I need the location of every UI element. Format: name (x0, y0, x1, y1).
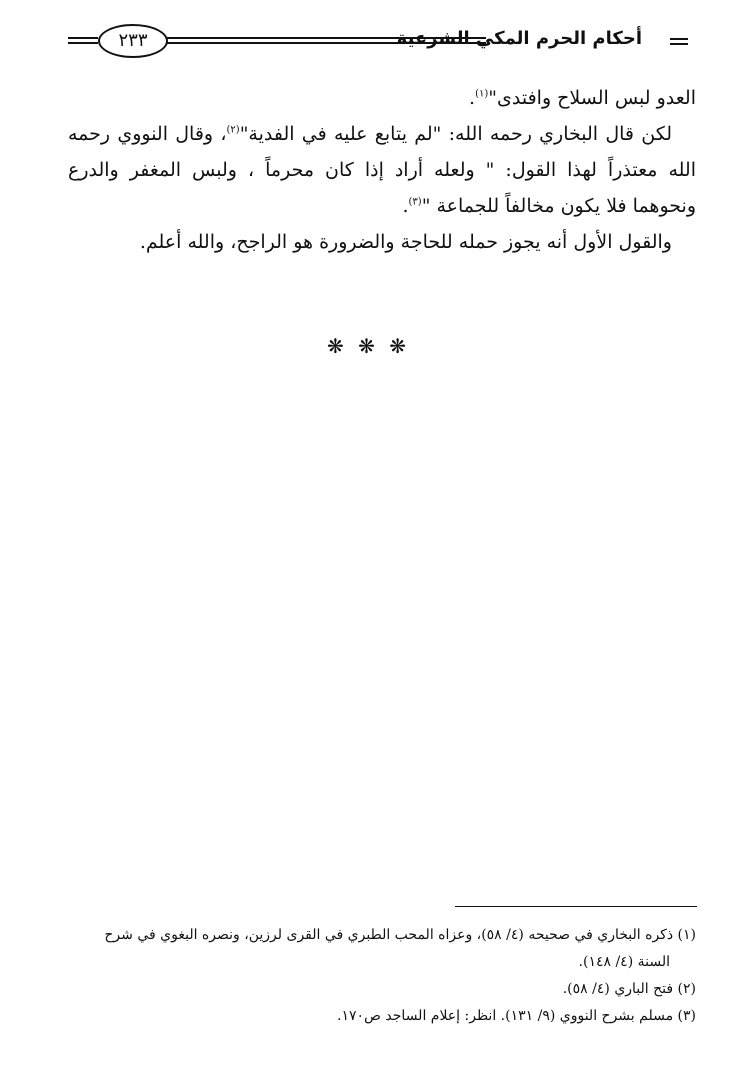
paragraph-2 (68, 116, 696, 224)
header-ornament-left (68, 37, 98, 44)
paragraph-text: العدو لبس السلاح وافتدى" (488, 87, 696, 109)
paragraph-end: . (469, 87, 476, 109)
footnote-1-continued: السنة (٤/ ١٤٨). (578, 954, 670, 970)
paragraph-3: والقول الأول أنه يجوز حمله للحاجة والضرورة هو الراجح، والله أعلم. (139, 231, 672, 253)
paragraph-1 (68, 80, 696, 116)
footnote-3: (٣) مسلم بشرح النووي (٩/ ١٣١). انظر: إعلام الساجد ص١٧٠. (337, 1008, 696, 1024)
footnote-1: (١) ذكره البخاري في صحيحه (٤/ ٥٨)، وعزاه المحب الطبري في القرى لرزين، ونصره البغوي في شرح (104, 927, 696, 943)
footnote-divider (455, 906, 697, 907)
footnotes (68, 922, 696, 1030)
paragraph-end: . (402, 195, 409, 217)
page-number: ٢٣٣ (98, 24, 168, 58)
running-header (68, 20, 688, 68)
footnote-ref-1: (١) (475, 88, 489, 100)
paragraph-text: لكن قال البخاري رحمه الله: "لم يتابع عليه في الفدية" (239, 123, 673, 145)
header-rule (166, 37, 486, 44)
footnote-ref-2: (٢) (226, 124, 240, 136)
section-separator: ❋ ❋ ❋ (327, 334, 410, 358)
footnote-ref-3: (٣) (408, 196, 422, 208)
footnote-2: (٢) فتح الباري (٤/ ٥٨). (562, 981, 696, 997)
main-text (68, 80, 696, 260)
header-ornament-right (670, 38, 688, 45)
header-title: أحكام الحرم المكي الشرعية (396, 28, 642, 49)
paragraph-text: ، وقال النووي رحمه الله معتذراً لهذا القول: " ولعله أراد إذا كان محرماً ، ولبس المغفر والدرع ونحوهما فلا يكون مخالفاً للجماعة " (68, 123, 696, 217)
